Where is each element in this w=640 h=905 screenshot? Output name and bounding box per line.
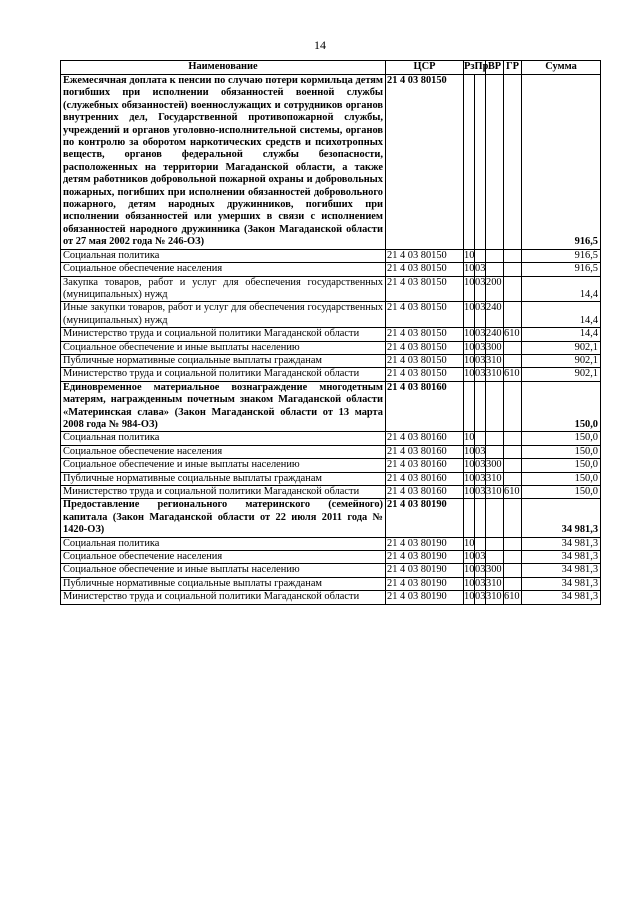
cell-rz xyxy=(464,499,475,537)
cell-vr xyxy=(486,537,504,550)
cell-csr: 21 4 03 80150 xyxy=(386,276,464,302)
cell-name: Министерство труда и социальной политики Магаданской области xyxy=(61,591,386,604)
cell-pr: 03 xyxy=(475,486,486,497)
cell-pr: 03 xyxy=(475,368,486,380)
cell-name: Министерство труда и социальной политики Магаданской области xyxy=(61,328,386,341)
cell-rz: 10 xyxy=(464,341,475,353)
table-header-row xyxy=(61,61,601,75)
cell-csr: 21 4 03 80150 xyxy=(386,368,464,381)
cell-gr xyxy=(504,354,522,367)
cell-name: Иные закупки товаров, работ и услуг для обеспечения государственных (муниципальных) нужд xyxy=(61,302,386,328)
cell-gr xyxy=(504,302,522,328)
cell-vr: 240 xyxy=(486,302,504,328)
table-row xyxy=(61,381,601,432)
cell-sum: 34 981,3 xyxy=(522,551,601,564)
cell-name: Министерство труда и социальной политики Магаданской области xyxy=(61,368,386,381)
table-row xyxy=(61,263,601,276)
cell-sum: 14,4 xyxy=(522,276,601,302)
cell-gr xyxy=(504,472,522,485)
cell-rz: 10 xyxy=(464,368,475,380)
cell-vr xyxy=(486,249,504,262)
cell-vr: 310 xyxy=(486,354,502,366)
cell-gr xyxy=(504,445,522,458)
cell-sum: 916,5 xyxy=(522,75,601,250)
table-row xyxy=(61,432,601,445)
cell-name: Публичные нормативные социальные выплаты гражданам xyxy=(61,354,386,367)
cell-sum: 902,1 xyxy=(522,341,601,354)
cell-csr: 21 4 03 80150 xyxy=(386,75,464,250)
cell-pr: 03 xyxy=(475,564,486,576)
cell-rz: 10 xyxy=(464,486,475,497)
cell-vr: 240 xyxy=(486,328,502,340)
cell-csr: 21 4 03 80160 xyxy=(386,472,464,485)
cell-sum: 34 981,3 xyxy=(522,537,601,550)
cell-sum: 150,0 xyxy=(522,486,601,499)
budget-table xyxy=(60,60,601,605)
cell-pr: 03 xyxy=(475,472,486,484)
cell-pr xyxy=(475,75,486,250)
cell-vr: 310 xyxy=(486,472,502,484)
cell-pr: 03 xyxy=(475,591,486,603)
cell-name: Социальная политика xyxy=(61,432,386,445)
table-row xyxy=(61,577,601,590)
cell-gr xyxy=(504,459,522,472)
cell-sum: 150,0 xyxy=(522,432,601,445)
cell-gr: 610 xyxy=(504,368,520,380)
cell-vr: 310 xyxy=(486,368,502,380)
cell-vr xyxy=(486,381,504,432)
cell-csr: 21 4 03 80190 xyxy=(386,564,464,577)
cell-rz: 10 xyxy=(464,564,475,576)
cell-vr: 310 xyxy=(486,577,502,589)
cell-pr: 03 xyxy=(475,445,486,457)
cell-pr: 03 xyxy=(475,263,486,275)
cell-sum: 916,5 xyxy=(522,249,601,262)
cell-rz: 10 xyxy=(464,577,475,589)
cell-csr: 21 4 03 80150 xyxy=(386,341,464,354)
table-row xyxy=(61,459,601,472)
cell-vr xyxy=(486,432,504,445)
cell-rz: 10 xyxy=(464,302,475,328)
cell-sum: 34 981,3 xyxy=(522,577,601,590)
cell-gr xyxy=(504,432,522,445)
cell-sum: 916,5 xyxy=(522,263,601,276)
cell-pr: 03 xyxy=(475,459,486,471)
cell-pr xyxy=(475,432,486,445)
cell-pr: 03 xyxy=(475,341,486,353)
cell-vr xyxy=(486,499,504,537)
cell-sum: 14,4 xyxy=(522,328,601,341)
cell-name: Министерство труда и социальной политики Магаданской области xyxy=(61,486,386,499)
cell-rz: 10 xyxy=(464,472,475,484)
cell-sum: 150,0 xyxy=(522,445,601,458)
cell-pr: 03 xyxy=(475,328,486,340)
cell-pr xyxy=(475,537,486,550)
cell-rz: 10 xyxy=(464,263,475,275)
table-row xyxy=(61,276,601,302)
cell-csr: 21 4 03 80190 xyxy=(386,551,464,564)
cell-csr: 21 4 03 80150 xyxy=(386,354,464,367)
cell-sum: 14,4 xyxy=(522,302,601,328)
table-row xyxy=(61,591,601,604)
cell-gr xyxy=(504,381,522,432)
cell-pr: 03 xyxy=(475,551,486,563)
cell-name: Социальное обеспечение и иные выплаты населению xyxy=(61,459,386,472)
cell-csr: 21 4 03 80150 xyxy=(386,302,464,328)
header-sum: Сумма xyxy=(522,61,601,75)
cell-name: Единовременное материальное вознаграждение многодетным матерям, награжденным почетным знаком Магаданской области «Материнская слава» (Закон Магаданской области от 13 марта 2008 года № 984-ОЗ) xyxy=(61,381,386,432)
cell-csr: 21 4 03 80150 xyxy=(386,328,464,341)
cell-pr xyxy=(475,249,486,262)
cell-name: Закупка товаров, работ и услуг для обеспечения государственных (муниципальных) нужд xyxy=(61,276,386,302)
header-gr: ГР xyxy=(504,61,522,75)
cell-gr xyxy=(504,551,522,564)
cell-name: Социальное обеспечение и иные выплаты населению xyxy=(61,341,386,354)
cell-gr xyxy=(504,577,522,590)
cell-vr: 300 xyxy=(486,564,502,576)
cell-gr xyxy=(504,75,522,250)
cell-rz: 10 xyxy=(464,537,475,549)
header-vr: ВР xyxy=(486,61,504,75)
cell-name: Публичные нормативные социальные выплаты гражданам xyxy=(61,472,386,485)
cell-rz: 10 xyxy=(464,354,475,366)
table-row xyxy=(61,472,601,485)
cell-rz: 10 xyxy=(464,328,475,340)
cell-rz: 10 xyxy=(464,276,475,302)
header-rz-pr: РзПр xyxy=(464,61,486,75)
cell-csr: 21 4 03 80160 xyxy=(386,432,464,445)
cell-pr xyxy=(475,381,486,432)
table-row xyxy=(61,302,601,328)
cell-pr xyxy=(475,499,486,537)
cell-name: Социальное обеспечение населения xyxy=(61,551,386,564)
cell-rz: 10 xyxy=(464,459,475,471)
header-name: Наименование xyxy=(61,61,386,75)
table-row xyxy=(61,368,601,381)
cell-sum: 34 981,3 xyxy=(522,499,601,537)
cell-gr xyxy=(504,341,522,354)
cell-gr: 610 xyxy=(504,486,520,497)
cell-rz xyxy=(464,75,475,250)
cell-name: Предоставление регионального материнского (семейного) капитала (Закон Магаданской области от 22 июля 2011 года № 1420-ОЗ) xyxy=(61,499,386,537)
cell-gr xyxy=(504,249,522,262)
cell-csr: 21 4 03 80150 xyxy=(386,249,464,262)
table-row xyxy=(61,486,601,499)
cell-name: Публичные нормативные социальные выплаты гражданам xyxy=(61,577,386,590)
cell-vr: 200 xyxy=(486,276,504,302)
cell-gr xyxy=(504,499,522,537)
table-row xyxy=(61,341,601,354)
cell-sum: 150,0 xyxy=(522,381,601,432)
cell-rz: 10 xyxy=(464,445,475,457)
cell-gr xyxy=(504,564,522,577)
cell-gr xyxy=(504,537,522,550)
cell-pr: 03 xyxy=(475,302,486,328)
cell-name: Ежемесячная доплата к пенсии по случаю потери кормильца детям погибших при исполнении обязанностей военной службы (служебных обязанностей) военнослужащих и сотрудников органов внутренних дел, Государственной противопожарной службы, учреждений и органов уголовно-исполнительной системы, органов по контролю за оборотом наркотических средств и психотропных веществ, органов федеральной службы безопасности, расположенных на территории Магаданской области, а также детям работников добровольной пожарной охраны и добровольных пожарных, погибших при исполнении обязанностей добровольного пожарного, детям народных дружинников, погибших при исполнении обязанностей или умерших в связи с исполнением обязанностей народного дружинника (Закон Магаданской области от 27 мая 2002 года № 246-ОЗ) xyxy=(61,75,386,250)
cell-rz: 10 xyxy=(464,591,475,603)
table-row xyxy=(61,499,601,537)
cell-csr: 21 4 03 80160 xyxy=(386,459,464,472)
cell-name: Социальная политика xyxy=(61,537,386,550)
cell-gr xyxy=(504,263,522,276)
cell-sum: 150,0 xyxy=(522,472,601,485)
header-csr: ЦСР xyxy=(386,61,464,75)
cell-rz: 10 xyxy=(464,551,475,563)
cell-sum: 34 981,3 xyxy=(522,591,601,604)
cell-vr xyxy=(486,551,504,564)
cell-rz: 10 xyxy=(464,432,475,444)
cell-csr: 21 4 03 80190 xyxy=(386,499,464,537)
cell-name: Социальное обеспечение населения xyxy=(61,263,386,276)
cell-gr: 610 xyxy=(504,328,520,340)
cell-csr: 21 4 03 80190 xyxy=(386,577,464,590)
cell-name: Социальное обеспечение и иные выплаты населению xyxy=(61,564,386,577)
table-row xyxy=(61,537,601,550)
table-row xyxy=(61,249,601,262)
cell-rz xyxy=(464,381,475,432)
cell-gr xyxy=(504,276,522,302)
cell-gr: 610 xyxy=(504,591,520,603)
cell-name: Социальная политика xyxy=(61,249,386,262)
cell-vr: 310 xyxy=(486,591,502,603)
cell-sum: 34 981,3 xyxy=(522,564,601,577)
table-row xyxy=(61,564,601,577)
cell-vr: 300 xyxy=(486,341,502,353)
table-row xyxy=(61,328,601,341)
cell-csr: 21 4 03 80190 xyxy=(386,537,464,550)
cell-pr: 03 xyxy=(475,276,486,302)
cell-vr xyxy=(486,445,504,458)
cell-csr: 21 4 03 80160 xyxy=(386,381,464,432)
cell-csr: 21 4 03 80150 xyxy=(386,263,464,276)
table-row xyxy=(61,551,601,564)
cell-sum: 902,1 xyxy=(522,354,601,367)
cell-vr xyxy=(486,75,504,250)
cell-csr: 21 4 03 80160 xyxy=(386,445,464,458)
table-row xyxy=(61,445,601,458)
cell-pr: 03 xyxy=(475,354,486,366)
cell-csr: 21 4 03 80190 xyxy=(386,591,464,604)
table-row xyxy=(61,354,601,367)
cell-csr: 21 4 03 80160 xyxy=(386,486,464,499)
cell-vr: 310 xyxy=(486,486,502,497)
cell-vr xyxy=(486,263,504,276)
cell-vr: 300 xyxy=(486,459,502,471)
cell-rz: 10 xyxy=(464,249,475,261)
cell-sum: 150,0 xyxy=(522,459,601,472)
page-number: 14 xyxy=(314,38,326,52)
cell-pr: 03 xyxy=(475,577,486,589)
cell-sum: 902,1 xyxy=(522,368,601,381)
table-row xyxy=(61,75,601,250)
cell-name: Социальное обеспечение населения xyxy=(61,445,386,458)
